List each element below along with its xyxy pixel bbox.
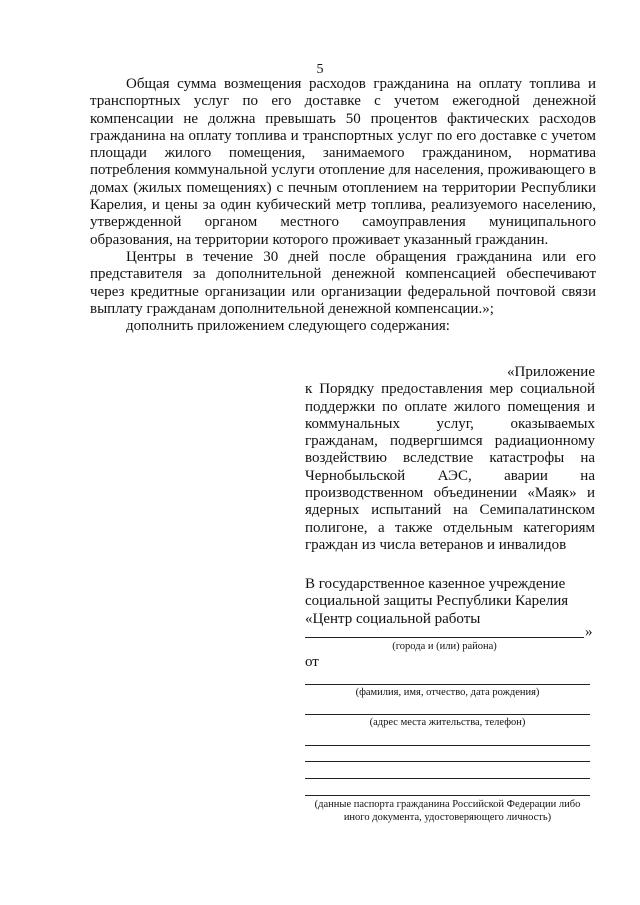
address-field-line [305, 714, 590, 715]
page-number: 5 [316, 62, 324, 77]
appendix-title: «Приложение [506, 364, 595, 380]
appendix-reference: к Порядку предоставления мер социальной поддержки по оплате жилого помещения и коммунальных услуг, оказываемых гражданам, подвергшимся радиационному воздействию вследствие катастрофы на Чернобыльской АЭС, аварии на производственном объединении «Маяк» и ядерных испытаний на Семипалатинском полигоне, а также отдельным категориям граждан из числа ветеранов и инвалидов [305, 381, 595, 553]
passport-field-line-3 [305, 778, 590, 779]
caption-passport-1: (данные паспорта гражданина Российской Федерации либо [314, 799, 581, 810]
from-label: от [305, 654, 319, 670]
paragraph-compensation-limit: Общая сумма возмещения расходов гражданина на оплату топлива и транспортных услуг по его доставке с учетом ежегодной денежной компенсации не должна превышать 50 процентов фактических расходов гражданина на оплату топлива и транспортных услуг по его доставке с учетом площади жилого помещения, занимаемого гражданином, норматива потребления коммунальной услуги отопление для населения, проживающего в домах (жилых помещениях) с печным отоплением на территории Республики Карелия, и цены за один кубический метр топлива, реализуемого населению, утвержденной органом местного самоуправления муниципального образования, на территории которого проживает указанный гражданин. [90, 76, 596, 248]
recipient-line-2: социальной защиты Республики Карелия [305, 593, 569, 610]
closing-quote: » [585, 624, 593, 640]
passport-field-line-4 [305, 795, 590, 796]
caption-person: (фамилия, имя, отчество, дата рождения) [355, 687, 540, 698]
caption-address: (адрес места жительства, телефон) [369, 717, 526, 728]
passport-field-line-1 [305, 745, 590, 746]
passport-field-line-2 [305, 761, 590, 762]
paragraph-centers-payment: Центры в течение 30 дней после обращения гражданина или его представителя за дополнительной денежной компенсацией обеспечивают через кредитные организации или организации федеральной почтовой связи выплату гражданам дополнительной денежной компенсации.»; [90, 248, 596, 317]
paragraph-add-appendix: дополнить приложением следующего содержания: [126, 318, 450, 335]
recipient-line-3: «Центр социальной работы [305, 610, 481, 627]
appendix-header [305, 364, 595, 554]
city-field-line [305, 637, 584, 638]
caption-passport-2: иного документа, удостоверяющего личность) [343, 812, 552, 823]
caption-city: (города и (или) района) [392, 641, 497, 652]
recipient-block [305, 576, 595, 628]
main-text [90, 76, 596, 335]
person-field-line [305, 684, 590, 685]
recipient-line-1: В государственное казенное учреждение [305, 576, 566, 592]
